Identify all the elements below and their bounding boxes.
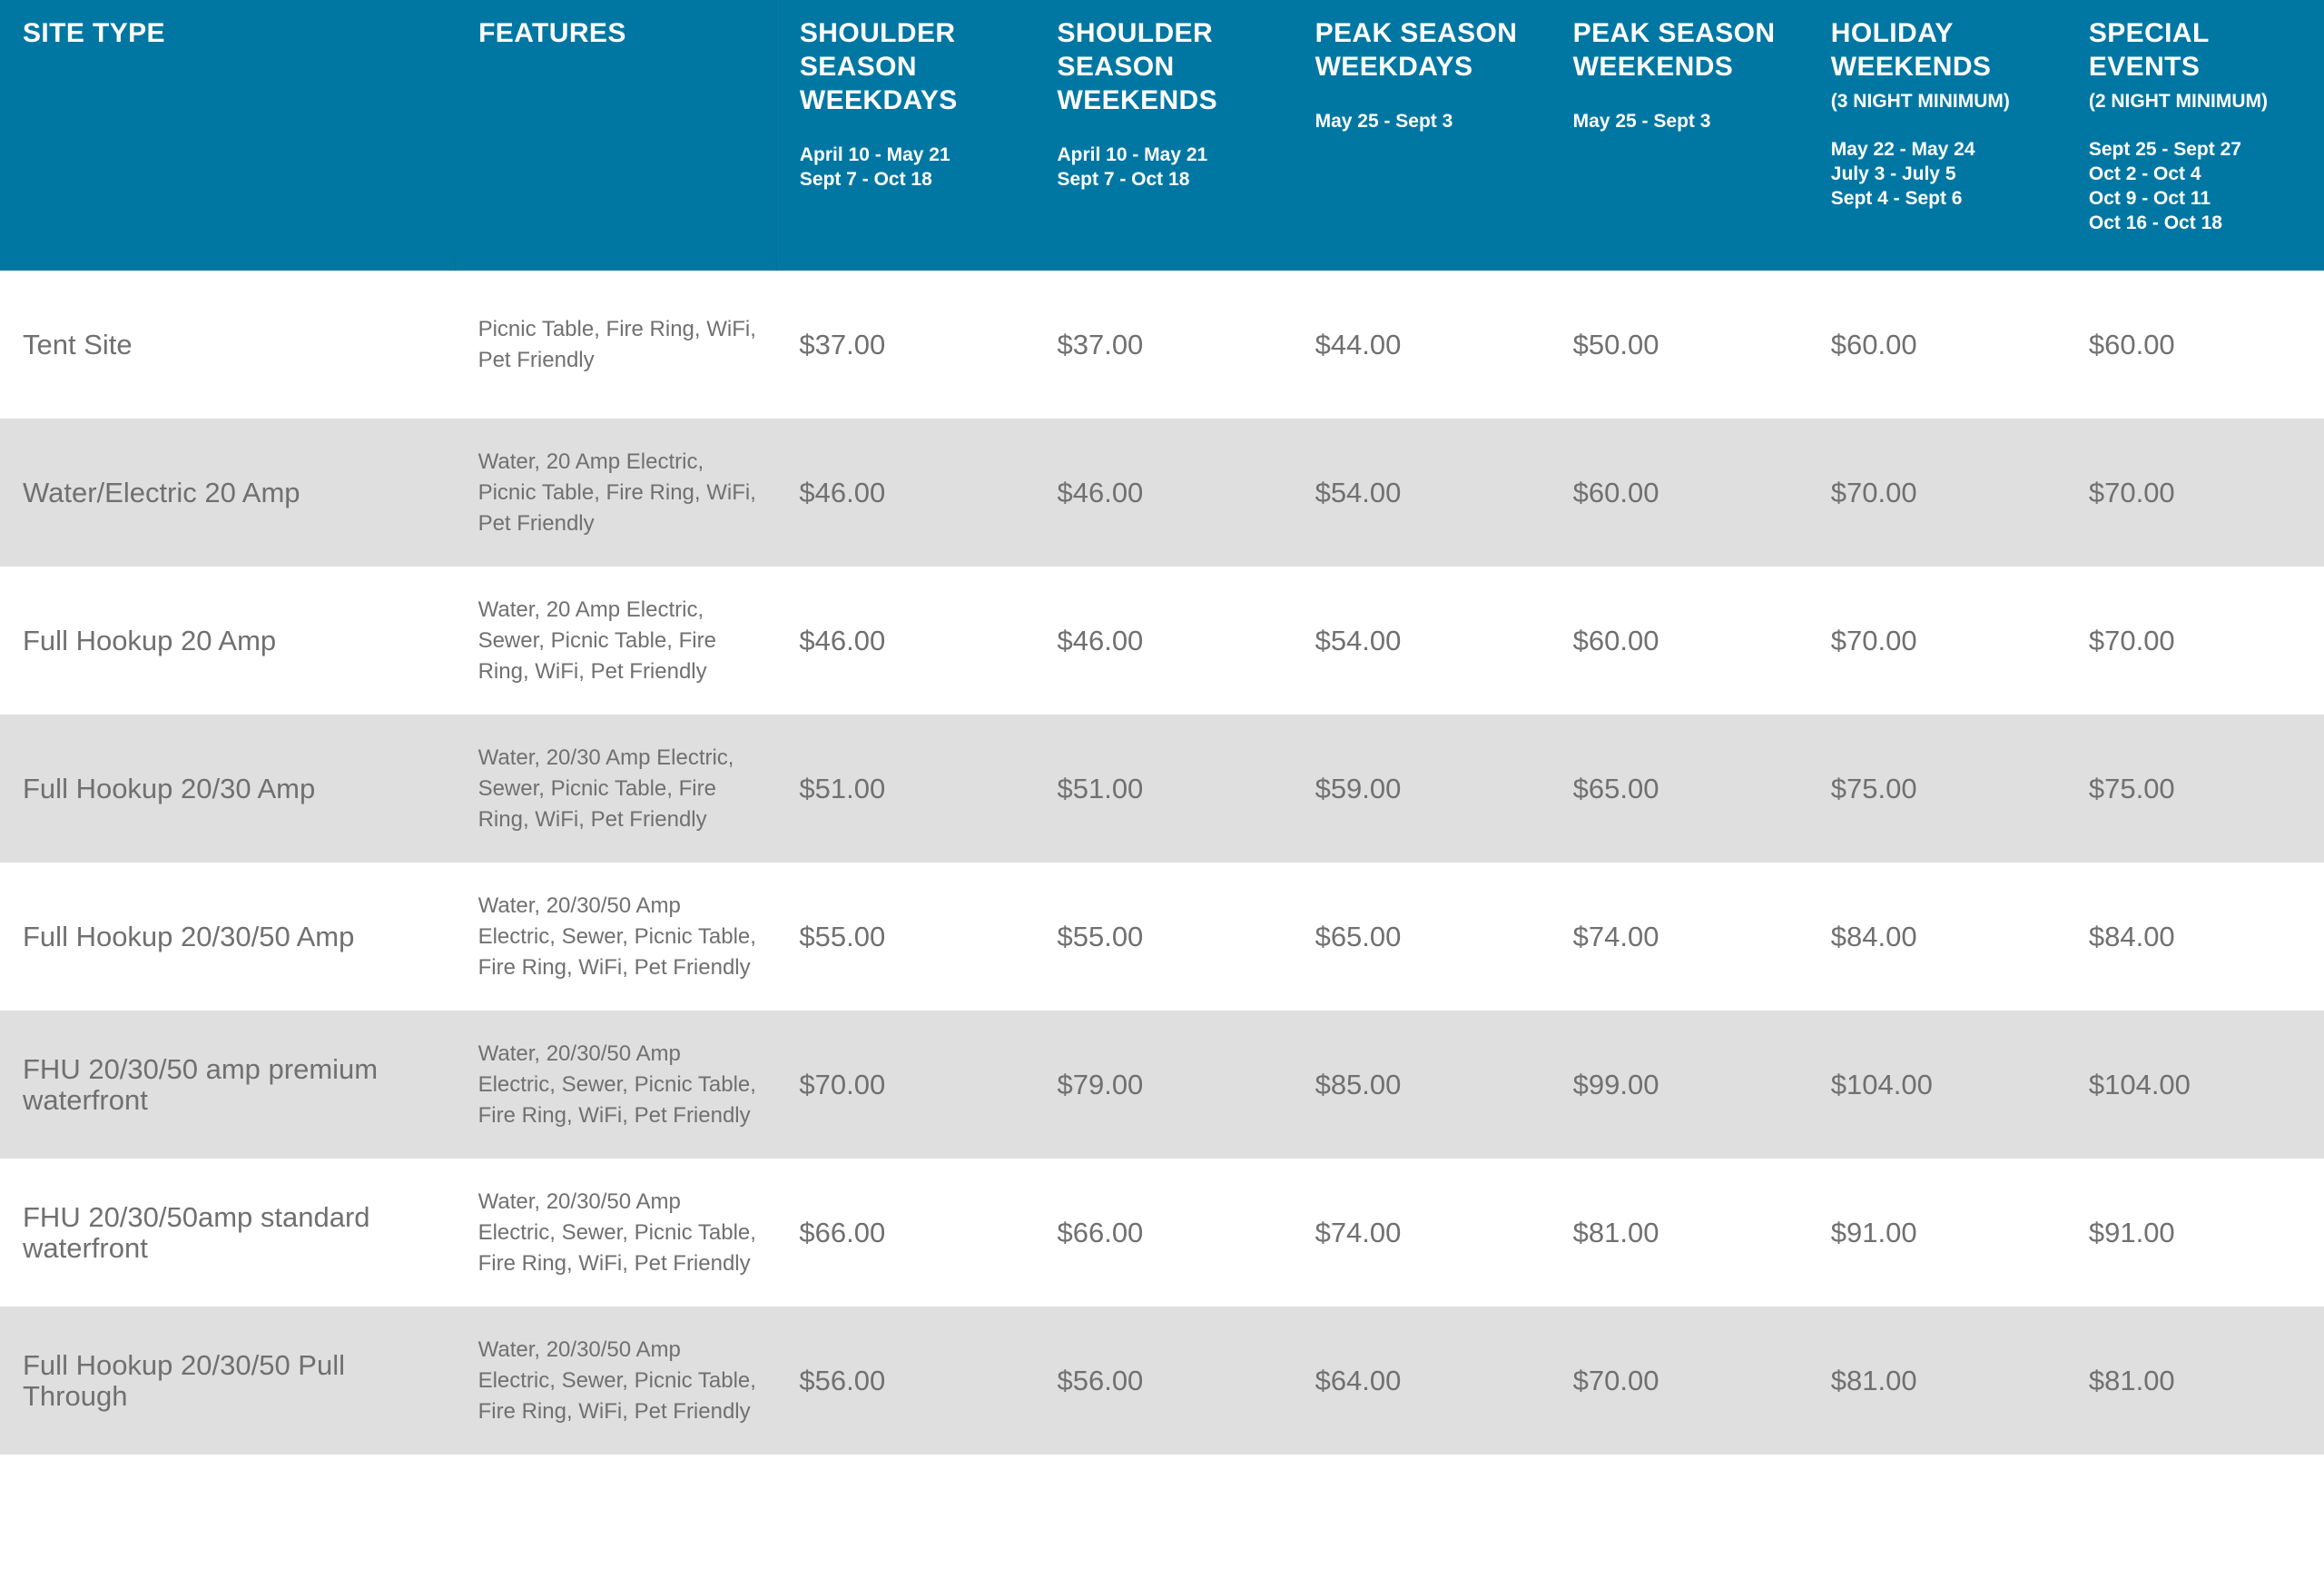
column-title: PEAK SEASON WEEKENDS bbox=[1572, 18, 1776, 82]
column-date-ranges bbox=[1573, 109, 1799, 133]
rate-cell-peak-weekdays: $59.00 bbox=[1315, 772, 1402, 804]
rate-cell-peak-weekends: $70.00 bbox=[1572, 1364, 1659, 1396]
column-header-holiday-weekends bbox=[1808, 0, 2066, 271]
date-range: Oct 9 - Oct 11 bbox=[2088, 188, 2211, 209]
site-type-cell: Full Hookup 20/30/50 Amp bbox=[23, 920, 355, 952]
rate-cell-peak-weekdays: $64.00 bbox=[1315, 1364, 1402, 1396]
rate-cell-peak-weekends: $74.00 bbox=[1572, 920, 1659, 952]
rate-cell-peak-weekends: $81.00 bbox=[1572, 1216, 1659, 1248]
column-header-peak-weekdays bbox=[1293, 0, 1551, 271]
rate-cell-shoulder-weekends: $55.00 bbox=[1057, 920, 1144, 952]
site-type-cell: Full Hookup 20/30 Amp bbox=[23, 772, 316, 804]
column-title: SHOULDER SEASON WEEKENDS bbox=[1057, 18, 1218, 115]
rate-cell-holiday-weekends: $81.00 bbox=[1830, 1364, 1917, 1396]
column-header-special-events bbox=[2066, 0, 2324, 271]
column-header-shoulder-weekdays bbox=[776, 0, 1034, 271]
table-row bbox=[0, 1011, 2324, 1159]
rate-cell-shoulder-weekdays: $55.00 bbox=[799, 920, 886, 952]
column-header-site-type bbox=[0, 0, 456, 271]
rate-cell-peak-weekdays: $85.00 bbox=[1315, 1068, 1402, 1100]
date-range: May 22 - May 24 bbox=[1830, 139, 1975, 160]
rate-cell-holiday-weekends: $104.00 bbox=[1830, 1068, 1933, 1100]
column-note: (2 NIGHT MINIMUM) bbox=[2088, 91, 2269, 112]
rate-cell-shoulder-weekends: $46.00 bbox=[1057, 624, 1144, 656]
column-note: (3 NIGHT MINIMUM) bbox=[1830, 91, 2010, 112]
rate-cell-peak-weekends: $50.00 bbox=[1572, 328, 1659, 360]
rate-cell-shoulder-weekdays: $46.00 bbox=[799, 624, 886, 656]
rate-cell-shoulder-weekends: $79.00 bbox=[1057, 1068, 1144, 1100]
date-range: Oct 2 - Oct 4 bbox=[2088, 163, 2201, 184]
rate-cell-shoulder-weekdays: $70.00 bbox=[799, 1068, 886, 1100]
rate-cell-shoulder-weekdays: $66.00 bbox=[799, 1216, 886, 1248]
rate-cell-holiday-weekends: $84.00 bbox=[1830, 920, 1917, 952]
table-row bbox=[0, 1159, 2324, 1307]
column-title: HOLIDAY WEEKENDS bbox=[1830, 18, 1992, 82]
column-header-peak-weekends bbox=[1551, 0, 1808, 271]
features-cell: Water, 20/30 Amp Electric, Sewer, Picnic Table, Fire Ring, WiFi, Pet Friendly bbox=[478, 745, 734, 832]
rate-cell-peak-weekdays: $54.00 bbox=[1315, 476, 1402, 508]
date-range: Sept 4 - Sept 6 bbox=[1830, 188, 1963, 209]
rate-cell-shoulder-weekdays: $46.00 bbox=[799, 476, 886, 508]
features-cell: Water, 20/30/50 Amp Electric, Sewer, Picnic Table, Fire Ring, WiFi, Pet Friendly bbox=[478, 893, 756, 980]
column-date-ranges bbox=[1315, 109, 1541, 133]
column-title: SPECIAL EVENTS bbox=[2088, 18, 2210, 82]
rate-cell-special-events: $84.00 bbox=[2088, 920, 2175, 952]
rate-cell-peak-weekdays: $74.00 bbox=[1315, 1216, 1402, 1248]
column-title: FEATURES bbox=[478, 18, 626, 48]
site-type-cell: FHU 20/30/50amp standard waterfront bbox=[23, 1200, 370, 1264]
features-cell: Water, 20/30/50 Amp Electric, Sewer, Picnic Table, Fire Ring, WiFi, Pet Friendly bbox=[478, 1189, 756, 1276]
rate-cell-special-events: $104.00 bbox=[2088, 1068, 2191, 1100]
table-row bbox=[0, 419, 2324, 567]
rate-cell-peak-weekdays: $44.00 bbox=[1315, 328, 1402, 360]
table-row bbox=[0, 1307, 2324, 1455]
rate-cell-special-events: $75.00 bbox=[2088, 772, 2175, 804]
table-row bbox=[0, 567, 2324, 715]
rate-cell-holiday-weekends: $70.00 bbox=[1830, 624, 1917, 656]
features-cell: Picnic Table, Fire Ring, WiFi, Pet Friendly bbox=[478, 316, 756, 372]
rate-cell-shoulder-weekdays: $37.00 bbox=[799, 328, 886, 360]
date-range: Sept 7 - Oct 18 bbox=[799, 169, 932, 190]
features-cell: Water, 20 Amp Electric, Picnic Table, Fire Ring, WiFi, Pet Friendly bbox=[478, 449, 756, 536]
site-type-cell: Full Hookup 20 Amp bbox=[23, 624, 277, 656]
rate-cell-shoulder-weekends: $51.00 bbox=[1057, 772, 1144, 804]
site-type-cell: FHU 20/30/50 amp premium waterfront bbox=[23, 1052, 379, 1116]
table-body bbox=[0, 271, 2324, 1455]
rate-cell-peak-weekends: $99.00 bbox=[1572, 1068, 1659, 1100]
rate-cell-peak-weekends: $60.00 bbox=[1572, 624, 1659, 656]
column-date-ranges bbox=[2089, 137, 2315, 235]
column-title: PEAK SEASON WEEKDAYS bbox=[1315, 18, 1518, 82]
table-row bbox=[0, 271, 2324, 419]
date-range: Sept 25 - Sept 27 bbox=[2088, 139, 2241, 160]
rate-cell-special-events: $81.00 bbox=[2088, 1364, 2175, 1396]
date-range: May 25 - Sept 3 bbox=[1315, 111, 1453, 132]
features-cell: Water, 20/30/50 Amp Electric, Sewer, Picnic Table, Fire Ring, WiFi, Pet Friendly bbox=[478, 1041, 756, 1128]
rate-cell-shoulder-weekdays: $51.00 bbox=[799, 772, 886, 804]
rate-cell-holiday-weekends: $91.00 bbox=[1830, 1216, 1917, 1248]
rate-cell-peak-weekends: $60.00 bbox=[1572, 476, 1659, 508]
table-row bbox=[0, 863, 2324, 1011]
rate-cell-holiday-weekends: $75.00 bbox=[1830, 772, 1917, 804]
column-date-ranges bbox=[1831, 137, 2057, 211]
date-range: July 3 - July 5 bbox=[1830, 163, 1956, 184]
rate-cell-special-events: $60.00 bbox=[2088, 328, 2175, 360]
rate-cell-peak-weekdays: $65.00 bbox=[1315, 920, 1402, 952]
date-range: April 10 - May 21 bbox=[799, 144, 950, 165]
rate-cell-special-events: $70.00 bbox=[2088, 624, 2175, 656]
date-range: Sept 7 - Oct 18 bbox=[1057, 169, 1190, 190]
rate-cell-shoulder-weekends: $46.00 bbox=[1057, 476, 1144, 508]
rate-cell-shoulder-weekends: $56.00 bbox=[1057, 1364, 1144, 1396]
rate-cell-special-events: $70.00 bbox=[2088, 476, 2175, 508]
rate-cell-shoulder-weekdays: $56.00 bbox=[799, 1364, 886, 1396]
rate-cell-holiday-weekends: $60.00 bbox=[1830, 328, 1917, 360]
table-row bbox=[0, 715, 2324, 863]
site-type-cell: Water/Electric 20 Amp bbox=[23, 476, 300, 508]
table-header bbox=[0, 0, 2324, 271]
rate-cell-shoulder-weekends: $66.00 bbox=[1057, 1216, 1144, 1248]
date-range: Oct 16 - Oct 18 bbox=[2088, 212, 2222, 233]
column-date-ranges bbox=[1057, 143, 1283, 192]
site-type-cell: Full Hookup 20/30/50 Pull Through bbox=[23, 1348, 346, 1412]
date-range: May 25 - Sept 3 bbox=[1572, 111, 1711, 132]
rate-cell-peak-weekends: $65.00 bbox=[1572, 772, 1659, 804]
features-cell: Water, 20/30/50 Amp Electric, Sewer, Picnic Table, Fire Ring, WiFi, Pet Friendly bbox=[478, 1336, 756, 1424]
header-row bbox=[0, 0, 2324, 271]
rate-cell-special-events: $91.00 bbox=[2088, 1216, 2175, 1248]
rate-cell-holiday-weekends: $70.00 bbox=[1830, 476, 1917, 508]
site-type-cell: Tent Site bbox=[23, 328, 133, 360]
column-date-ranges bbox=[800, 143, 1026, 192]
rate-cell-shoulder-weekends: $37.00 bbox=[1057, 328, 1144, 360]
column-header-features bbox=[456, 0, 777, 271]
column-header-shoulder-weekends bbox=[1034, 0, 1292, 271]
date-range: April 10 - May 21 bbox=[1057, 144, 1208, 165]
rate-cell-peak-weekdays: $54.00 bbox=[1315, 624, 1402, 656]
column-title: SITE TYPE bbox=[23, 18, 165, 48]
column-title: SHOULDER SEASON WEEKDAYS bbox=[799, 18, 958, 115]
features-cell: Water, 20 Amp Electric, Sewer, Picnic Table, Fire Ring, WiFi, Pet Friendly bbox=[478, 597, 716, 684]
